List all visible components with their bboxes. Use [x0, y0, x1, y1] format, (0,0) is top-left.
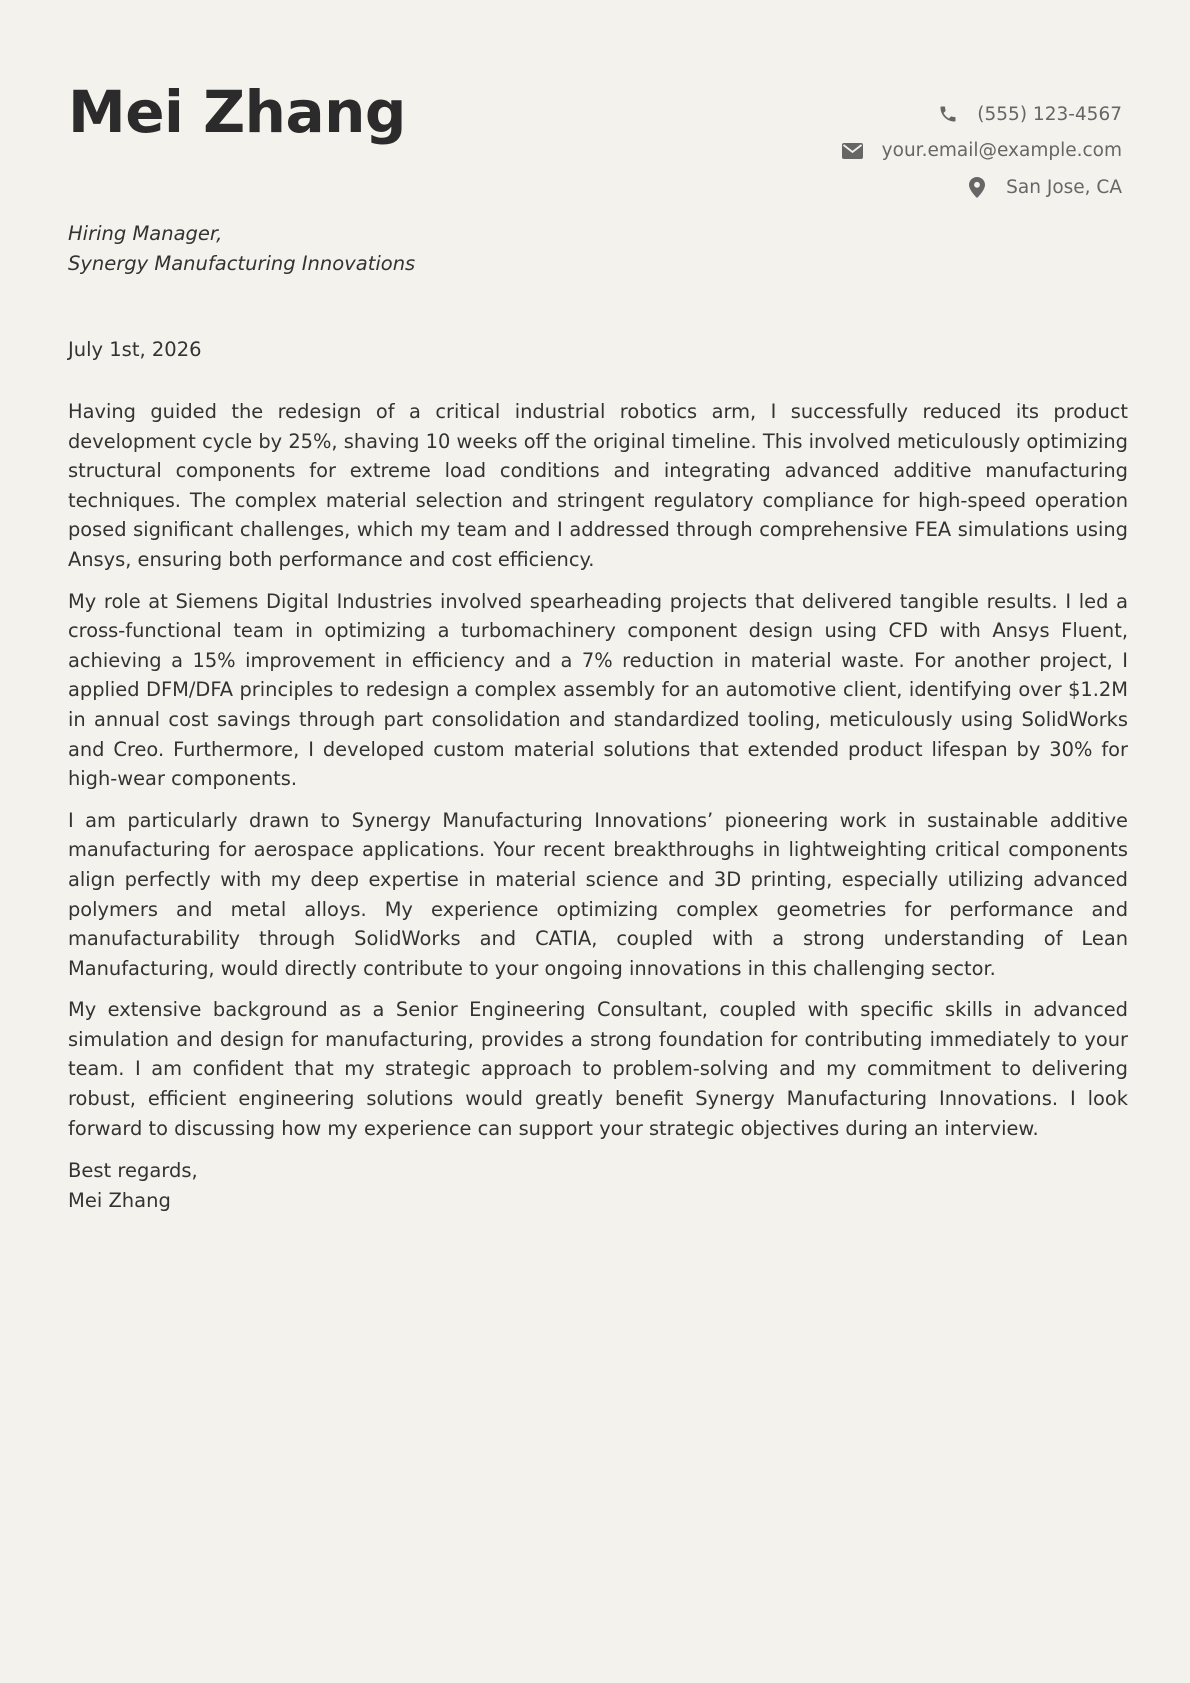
map-pin-icon — [966, 176, 988, 198]
phone-text: (555) 123-4567 — [977, 103, 1122, 125]
location-text: San Jose, CA — [1006, 176, 1122, 198]
contact-block — [702, 96, 1122, 206]
applicant-name: Mei Zhang — [68, 78, 406, 146]
closing-signature: Mei Zhang — [68, 1188, 171, 1212]
letter-body — [68, 397, 1128, 1155]
body-paragraph: My role at Siemens Digital Industries involved spearheading projects that delivered tangible results. I led a cross-functional team in optimizing a turbomachinery component design using CFD with Ansys Fluent, achieving a 15% improvement in efficiency and a 7% reduction in material waste. For another project, I applied DFM/DFA principles to redesign a complex assembly for an automotive client, identifying over $1.2M in annual cost savings through part consolidation and standardized tooling, meticulously using SolidWorks and Creo. Furthermore, I developed custom material solutions that extended product lifespan by 30% for high-wear components. — [68, 589, 1128, 791]
phone-icon — [937, 103, 959, 125]
recipient-title: Hiring Manager, — [68, 222, 223, 245]
contact-email — [702, 133, 1122, 170]
letter-date: July 1st, 2026 — [68, 338, 202, 361]
recipient-block — [68, 219, 415, 278]
contact-location — [702, 169, 1122, 206]
body-paragraph: My extensive background as a Senior Engineering Consultant, coupled with specific skills in advanced simulation and design for manufacturing, provides a strong foundation for contributing immediately to your team. I am confident that my strategic approach to problem-solving and my commitment to delivering robust, efficient engineering solutions would greatly benefit Synergy Manufacturing Innovations. I look forward to discussing how my experience can support your strategic objectives during an interview. — [68, 998, 1128, 1140]
closing-block — [68, 1156, 198, 1215]
recipient-company: Synergy Manufacturing Innovations — [68, 251, 416, 275]
envelope-icon — [842, 140, 864, 162]
closing-salutation: Best regards, — [68, 1159, 198, 1182]
contact-phone — [702, 96, 1122, 133]
email-text: your.email@example.com — [881, 140, 1122, 162]
body-paragraph: Having guided the redesign of a critical industrial robotics arm, I successfully reduced its product development cycle by 25%, shaving 10 weeks off the original timeline. This involved meticulously optimizing structural components for extreme load conditions and integrating advanced additive manufacturing techniques. The complex material selection and stringent regulatory compliance for high-speed operation posed significant challenges, which my team and I addressed through comprehensive FEA simulations using Ansys, ensuring both performance and cost efficiency. — [68, 400, 1128, 571]
body-paragraph: I am particularly drawn to Synergy Manufacturing Innovations’ pioneering work in sustainable additive manufacturing for aerospace applications. Your recent breakthroughs in lightweighting critical components align perfectly with my deep expertise in material science and 3D printing, especially utilizing advanced polymers and metal alloys. My experience optimizing complex geometries for performance and manufacturability through SolidWorks and CATIA, coupled with a strong understanding of Lean Manufacturing, would directly contribute to your ongoing innovations in this challenging sector. — [68, 808, 1128, 980]
